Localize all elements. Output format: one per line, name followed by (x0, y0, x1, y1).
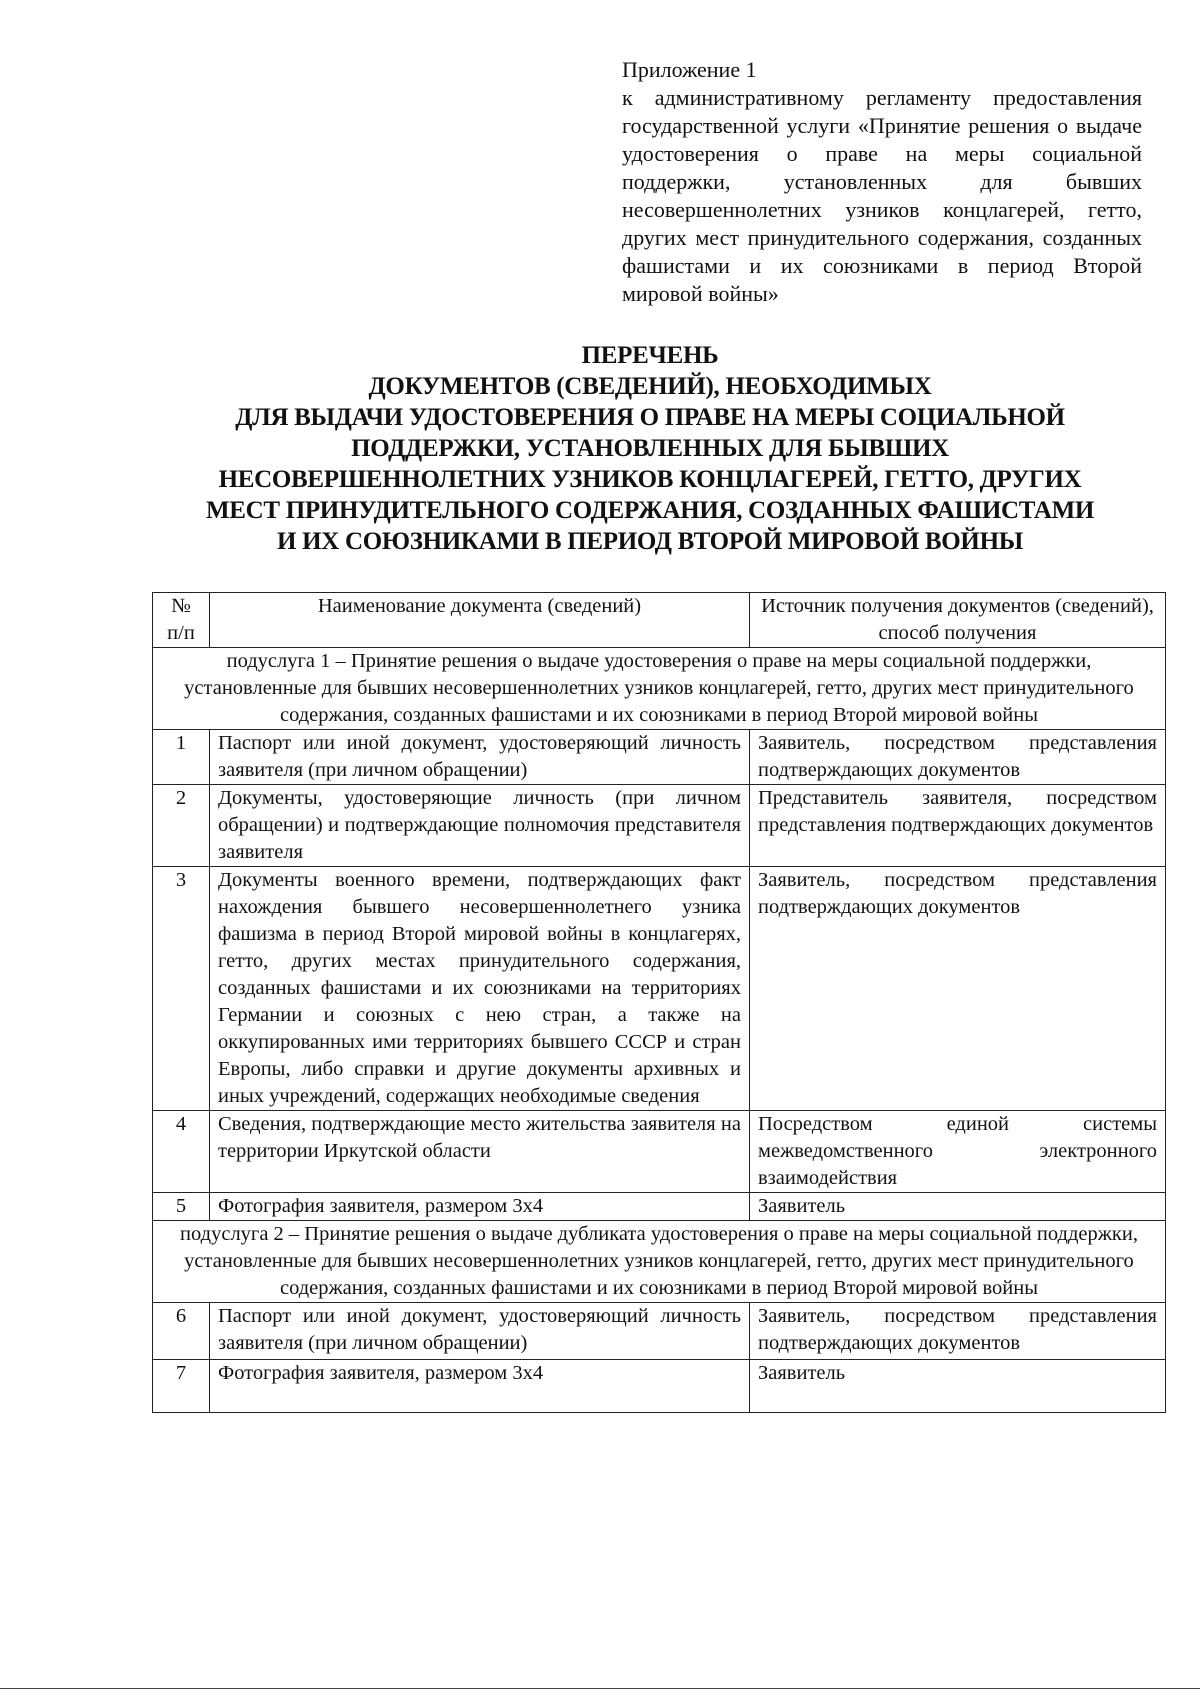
row-doc-name: Фотография заявителя, размером 3х4 (210, 1193, 750, 1221)
subservice-2-title: подуслуга 2 – Принятие решения о выдаче дубликата удостоверения о праве на меры социальной поддержки, установленные для бывших несовершеннолетних узников концлагерей, гетто, других мест принудительного содержания, созданных фашистами и их союзниками в период Второй мировой войны (153, 1221, 1166, 1303)
row-num: 7 (153, 1360, 210, 1413)
table-row (153, 1360, 1166, 1413)
row-doc-name: Паспорт или иной документ, удостоверяющий личность заявителя (при личном обращении) (210, 730, 750, 785)
subservice-row (153, 648, 1166, 730)
table-row (153, 1193, 1166, 1221)
row-num: 2 (153, 785, 210, 867)
row-source: Заявитель, посредством представления подтверждающих документов (750, 1303, 1166, 1360)
title-line: И ИХ СОЮЗНИКАМИ В ПЕРИОД ВТОРОЙ МИРОВОЙ ВОЙНЫ (277, 528, 1023, 555)
row-source: Заявитель, посредством представления подтверждающих документов (750, 730, 1166, 785)
row-source: Представитель заявителя, посредством представления подтверждающих документов (750, 785, 1166, 867)
row-num: 3 (153, 867, 210, 1111)
document-title (150, 340, 1150, 557)
table-row (153, 730, 1166, 785)
title-line: ПОДДЕРЖКИ, УСТАНОВЛЕННЫХ ДЛЯ БЫВШИХ (351, 435, 949, 462)
appendix-title: Приложение 1 (622, 57, 757, 82)
header-num: № п/п (153, 593, 210, 648)
row-doc-name: Документы, удостоверяющие личность (при личном обращении) и подтверждающие полномочия представителя заявителя (210, 785, 750, 867)
row-doc-name: Сведения, подтверждающие место жительства заявителя на территории Иркутской области (210, 1111, 750, 1193)
title-line: МЕСТ ПРИНУДИТЕЛЬНОГО СОДЕРЖАНИЯ, СОЗДАННЫХ ФАШИСТАМИ (205, 497, 1095, 524)
page-bottom-rule (0, 1688, 1200, 1689)
subservice-1-title: подуслуга 1 – Принятие решения о выдаче удостоверения о праве на меры социальной поддержки, установленные для бывших несовершеннолетних узников концлагерей, гетто, других мест принудительного содержания, созданных фашистами и их союзниками в период Второй мировой войны (153, 648, 1166, 730)
header-source: Источник получения документов (сведений), способ получения (750, 593, 1166, 648)
title-line: НЕСОВЕРШЕННОЛЕТНИХ УЗНИКОВ КОНЦЛАГЕРЕЙ, ГЕТТО, ДРУГИХ (218, 466, 1082, 493)
row-num: 5 (153, 1193, 210, 1221)
title-line: ДЛЯ ВЫДАЧИ УДОСТОВЕРЕНИЯ О ПРАВЕ НА МЕРЫ СОЦИАЛЬНОЙ (235, 404, 1065, 431)
documents-table (152, 592, 1166, 1413)
appendix-text: к административному регламенту предоставления государственной услуги «Принятие решения о выдаче удостоверения о праве на меры социальной поддержки, установленных для бывших несовершеннолетних узников концлагерей, гетто, других мест принудительного содержания, созданных фашистами и их союзниками в период Второй мировой войны» (622, 85, 1142, 306)
row-source: Заявитель (750, 1360, 1166, 1413)
title-line: ДОКУМЕНТОВ (СВЕДЕНИЙ), НЕОБХОДИМЫХ (368, 373, 932, 400)
table-header-row (153, 593, 1166, 648)
table-row (153, 1303, 1166, 1360)
header-name: Наименование документа (сведений) (210, 593, 750, 648)
appendix-note (622, 56, 1142, 308)
table-row (153, 1111, 1166, 1193)
table-row (153, 867, 1166, 1111)
row-doc-name: Фотография заявителя, размером 3х4 (210, 1360, 750, 1413)
row-source: Посредством единой системы межведомственного электронного взаимодействия (750, 1111, 1166, 1193)
row-source: Заявитель, посредством представления подтверждающих документов (750, 867, 1166, 1111)
row-doc-name: Документы военного времени, подтверждающих факт нахождения бывшего несовершеннолетнего узника фашизма в период Второй мировой войны в концлагерях, гетто, других местах принудительного содержания, созданных фашистами и их союзниками на территориях Германии и союзных с нею стран, а также на оккупированных ими территориях бывшего СССР и стран Европы, либо справки и другие документы архивных и иных учреждений, содержащих необходимые сведения (210, 867, 750, 1111)
row-num: 1 (153, 730, 210, 785)
title-line: ПЕРЕЧЕНЬ (581, 342, 719, 369)
subservice-row (153, 1221, 1166, 1303)
row-source: Заявитель (750, 1193, 1166, 1221)
table-row (153, 785, 1166, 867)
row-num: 6 (153, 1303, 210, 1360)
row-doc-name: Паспорт или иной документ, удостоверяющий личность заявителя (при личном обращении) (210, 1303, 750, 1360)
row-num: 4 (153, 1111, 210, 1193)
